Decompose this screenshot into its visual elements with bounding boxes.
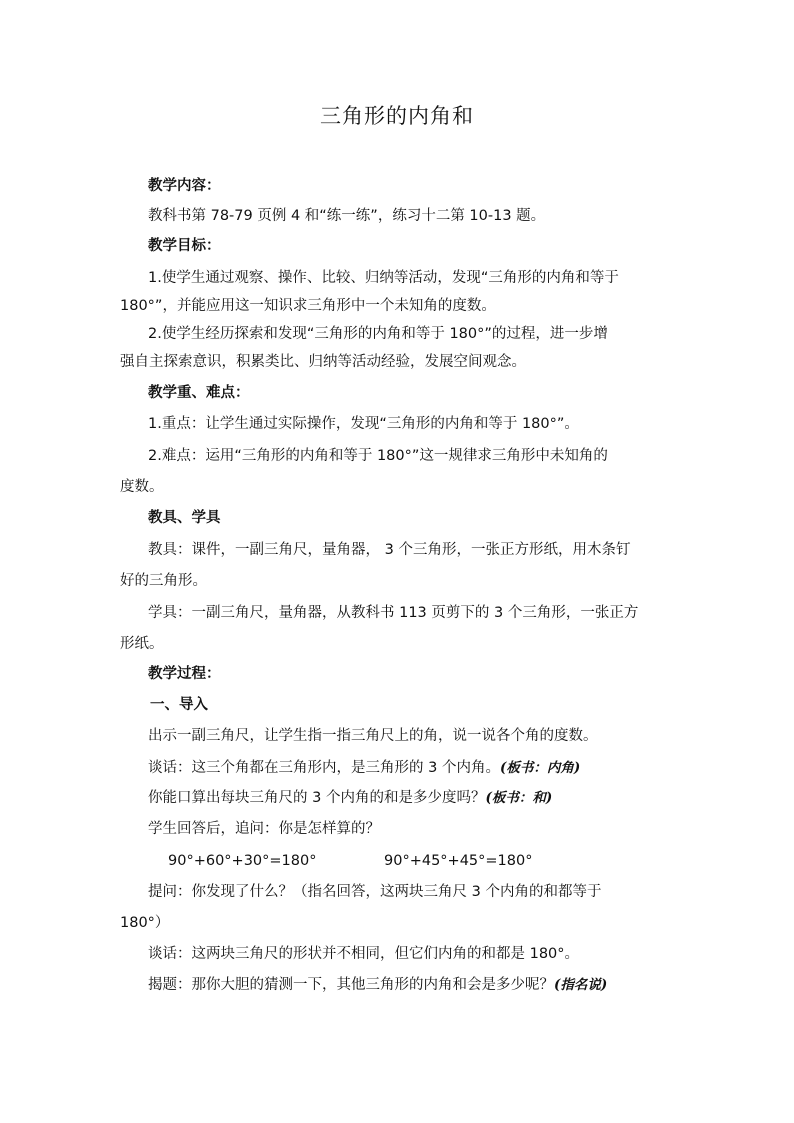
tools-student-line1: 学具：一副三角尺，量角器，从教科书 113 页剪下的 3 个三角形，一张正方: [148, 605, 639, 621]
key-point-2-line2: 度数。: [120, 479, 164, 495]
goal1-line2: 180°”，并能应用这一知识求三角形中一个未知角的度数。: [120, 298, 496, 314]
process-heading: 教学过程：: [148, 666, 221, 682]
key-heading: 教学重、难点：: [148, 385, 250, 401]
key-point-2-line1: 2.难点：运用“三角形的内角和等于 180°”这一规律求三角形中未知角的: [148, 448, 608, 464]
goal1-line1: 1.使学生通过观察、操作、比较、归纳等活动，发现“三角形的内角和等于: [148, 270, 619, 286]
paragraph-2-text: 谈话：这三个角都在三角形内，是三角形的 3 个内角。: [148, 760, 500, 776]
paragraph-5-line1: 提问：你发现了什么？（指名回答，这两块三角尺 3 个内角的和都等于: [148, 884, 602, 900]
goal2-line1: 2.使学生经历探索和发现“三角形的内角和等于 180°”的过程，进一步增: [148, 326, 608, 342]
content-text: 教科书第 78-79 页例 4 和“练一练”，练习十二第 10-13 题。: [148, 208, 546, 224]
paragraph-7: [148, 975, 688, 995]
paragraph-2: [148, 758, 708, 778]
calculation-2: 90°+45°+45°=180°: [384, 853, 533, 869]
paragraph-1: 出示一副三角尺，让学生指一指三角尺上的角，说一说各个角的度数。: [148, 728, 598, 744]
page-title: 三角形的内角和: [320, 104, 474, 128]
calculation-1: 90°+60°+30°=180°: [168, 853, 317, 869]
paragraph-4: 学生回答后，追问：你是怎样算的？: [148, 821, 380, 837]
paragraph-7-text: 揭题：那你大胆的猜测一下，其他三角形的内角和会是多少呢？: [148, 977, 554, 993]
content-heading: 教学内容：: [148, 178, 221, 194]
board-note-inner-angle: (板书：内角): [499, 760, 581, 776]
key-point-1: 1.重点：让学生通过实际操作，发现“三角形的内角和等于 180°”。: [148, 416, 579, 432]
tools-heading: 教具、学具: [148, 510, 221, 526]
paragraph-6: 谈话：这两块三角尺的形状并不相同，但它们内角的和都是 180°。: [148, 946, 580, 962]
tools-student-line2: 形纸。: [120, 636, 164, 652]
goals-heading: 教学目标：: [148, 238, 221, 254]
tools-teacher-line2: 好的三角形。: [120, 573, 207, 589]
section-intro-heading: 一、导入: [150, 697, 208, 713]
board-note-sum: (板书：和): [485, 790, 553, 806]
goal2-line2: 强自主探索意识，积累类比、归纳等活动经验，发展空间观念。: [120, 354, 526, 370]
paragraph-3-text: 你能口算出每块三角尺的 3 个内角的和是多少度吗？: [148, 790, 486, 806]
paragraph-5-line2: 180°）: [120, 915, 170, 931]
tools-teacher-line1: 教具：课件，一副三角尺，量角器， 3 个三角形，一张正方形纸，用木条钉: [148, 542, 631, 558]
paragraph-3: [148, 788, 708, 808]
board-note-ask: (指名说): [554, 977, 608, 993]
